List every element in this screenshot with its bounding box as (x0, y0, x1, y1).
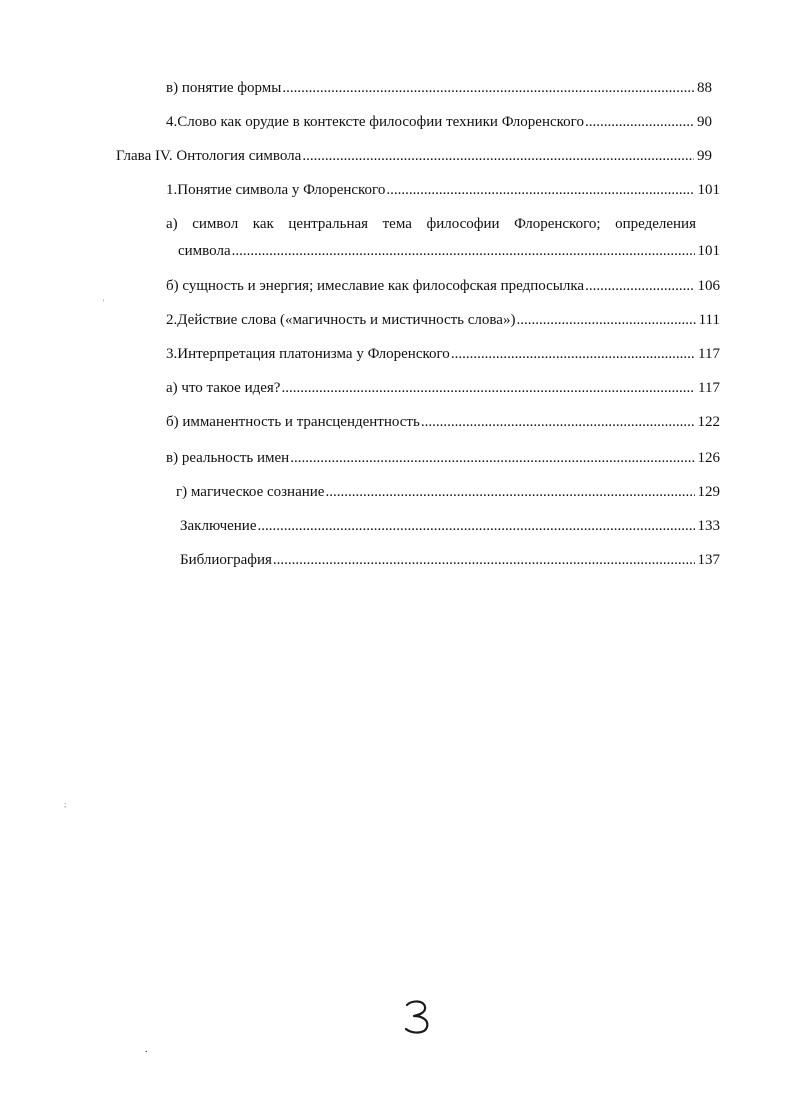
toc-chapter-entry (0, 146, 712, 166)
toc-leader-dots (585, 112, 694, 132)
toc-entry-title-line1: а) символ как центральная тема философии Флоренского; определения (166, 216, 696, 232)
toc-entry-page: 126 (697, 450, 720, 466)
toc-entry-page: 106 (697, 278, 720, 294)
toc-entry-title: 3.Интерпретация платонизма у Флоренского (166, 346, 450, 362)
toc-entry-page: 137 (697, 552, 720, 568)
handwritten-three-icon (398, 996, 438, 1036)
toc-entry-second-line (178, 241, 720, 261)
toc-entry (0, 482, 720, 502)
toc-entry (0, 310, 720, 330)
handwritten-page-number (398, 996, 438, 1036)
toc-entry-page: 129 (697, 484, 720, 500)
toc-leader-dots (451, 344, 695, 364)
toc-entry (0, 112, 712, 132)
toc-entry (0, 448, 720, 468)
toc-entry (0, 276, 720, 296)
toc-entry-title: в) реальность имен (166, 450, 290, 466)
toc-leader-dots (302, 146, 694, 166)
toc-entry (0, 412, 720, 432)
toc-entry-page: 99 (697, 148, 712, 164)
toc-leader-dots (258, 516, 695, 536)
toc-entry (0, 78, 712, 98)
toc-entry (0, 516, 720, 536)
toc-entry (0, 180, 720, 200)
toc-entry-page: 117 (698, 346, 720, 362)
toc-entry-title: 1.Понятие символа у Флоренского (166, 182, 386, 198)
toc-entry-title: 2.Действие слова («магичность и мистичность слова») (166, 312, 516, 328)
toc-leader-dots (585, 276, 694, 296)
toc-entry (0, 550, 720, 570)
scan-speck: ; (64, 800, 67, 809)
toc-entry-title: в) понятие формы (166, 80, 282, 96)
scan-speck: . (145, 1044, 148, 1055)
toc-entry-title: б) сущность и энергия; имеславие как философская предпосылка (166, 278, 585, 294)
toc-entry-title-line2: символа (178, 243, 231, 259)
toc-leader-dots (282, 78, 694, 98)
toc-entry-page: 111 (698, 312, 720, 328)
toc-leader-dots (421, 412, 695, 432)
toc-leader-dots (386, 180, 694, 200)
toc-entry-title: б) имманентность и трансцендентность (166, 414, 420, 430)
toc-entry-title: а) что такое идея? (166, 380, 281, 396)
toc-entry-page: 122 (697, 414, 720, 430)
toc-entry-page: 133 (697, 518, 720, 534)
toc-entry (0, 378, 720, 398)
toc-entry-page: 117 (698, 380, 720, 396)
toc-entry-page: 90 (697, 114, 712, 130)
toc-leader-dots (273, 550, 695, 570)
toc-leader-dots (516, 310, 695, 330)
toc-entry-title: Глава IV. Онтология символа (116, 148, 302, 164)
toc-entry (0, 344, 720, 364)
toc-entry-multiline (166, 214, 720, 259)
toc-entry-title: Библиография (180, 552, 272, 568)
toc-leader-dots (281, 378, 695, 398)
toc-entry-page: 88 (697, 80, 712, 96)
toc-entry-title: 4.Слово как орудие в контексте философии техники Флоренского (166, 114, 584, 130)
toc-leader-dots (232, 241, 695, 261)
toc-entry-page: 101 (697, 182, 720, 198)
toc-entry-title: Заключение (180, 518, 257, 534)
toc-leader-dots (290, 448, 694, 468)
toc-leader-dots (325, 482, 694, 502)
toc-entry-title: г) магическое сознание (176, 484, 325, 500)
toc-entry-page: 101 (697, 243, 720, 259)
scan-speck: ' (103, 298, 105, 307)
